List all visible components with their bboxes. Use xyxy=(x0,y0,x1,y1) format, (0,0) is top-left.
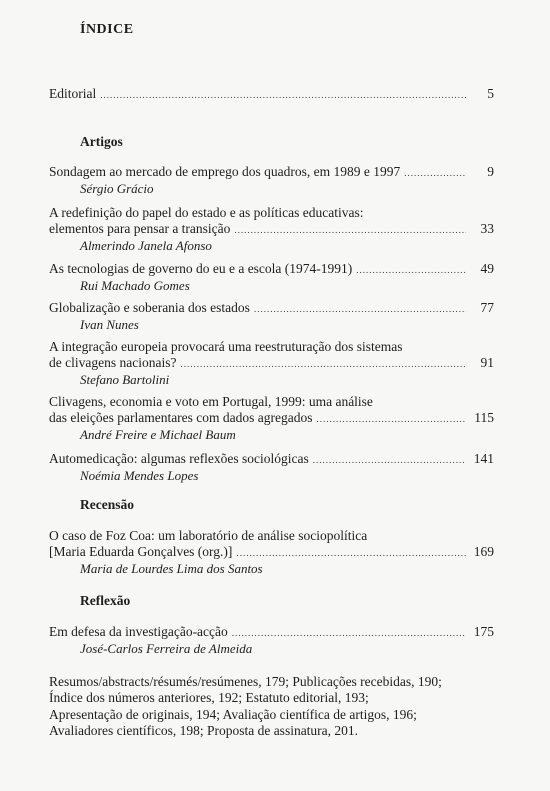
leader-dots xyxy=(254,301,466,317)
misc-index-block xyxy=(49,674,499,739)
entry-title: Clivagens, economia e voto em Portugal, 1999: uma análise xyxy=(49,394,373,409)
leader-dots xyxy=(313,452,466,468)
misc-line: Índice dos números anteriores, 192; Estatuto editorial, 193; xyxy=(49,690,369,706)
page-number: 77 xyxy=(480,300,494,315)
page-title: ÍNDICE xyxy=(80,22,134,37)
entry-title: Globalização e soberania dos estados xyxy=(49,300,250,315)
toc-entry xyxy=(49,205,494,254)
entry-title: Em defesa da investigação-acção xyxy=(49,624,228,639)
entry-title: A redefinição do papel do estado e as políticas educativas: xyxy=(49,205,364,220)
page-number: 9 xyxy=(487,164,494,179)
toc-entry xyxy=(49,339,494,388)
leader-dots xyxy=(100,87,466,103)
entry-author: Ivan Nunes xyxy=(80,317,139,332)
toc-entry-editorial xyxy=(49,86,494,103)
entry-title: Automedicação: algumas reflexões sociológicas xyxy=(49,451,309,466)
entry-title: As tecnologias de governo do eu e a escola (1974-1991) xyxy=(49,261,353,276)
entry-title: O caso de Foz Coa: um laboratório de análise sociopolítica xyxy=(49,528,368,543)
entry-title-continued: [Maria Eduarda Gonçalves (org.)] xyxy=(49,544,233,559)
entry-title-continued: das eleições parlamentares com dados agregados xyxy=(49,410,313,425)
toc-entry xyxy=(49,394,494,443)
misc-line: Apresentação de originais, 194; Avaliação científica de artigos, 196; xyxy=(49,706,417,722)
leader-dots xyxy=(356,262,466,278)
leader-dots xyxy=(234,222,466,238)
toc-entry-reflection xyxy=(49,624,494,657)
entry-title: Editorial xyxy=(49,86,97,101)
toc-entry xyxy=(49,261,494,294)
entry-title-continued: elementos para pensar a transição xyxy=(49,221,231,236)
leader-dots xyxy=(404,165,466,181)
page-number: 141 xyxy=(473,451,494,466)
misc-line: Avaliadores científicos, 198; Proposta de assinatura, 201. xyxy=(49,722,359,738)
page-number: 49 xyxy=(480,261,494,276)
entry-author: Sérgio Grácio xyxy=(80,181,154,196)
toc-entry xyxy=(49,300,494,333)
misc-line: Resumos/abstracts/résumés/resúmenes, 179; Publicações recebidas, 190; xyxy=(49,674,442,689)
leader-dots xyxy=(232,625,466,641)
page-number: 91 xyxy=(480,355,494,370)
entry-author: Rui Machado Gomes xyxy=(80,278,190,293)
toc-entry-review xyxy=(49,528,494,577)
leader-dots xyxy=(317,411,466,427)
entry-title-continued: de clivagens nacionais? xyxy=(49,355,177,370)
section-heading-reflexao: Reflexão xyxy=(80,593,131,608)
section-heading-recensao: Recensão xyxy=(80,497,134,512)
page-number: 169 xyxy=(473,544,494,559)
toc-entry xyxy=(49,164,494,197)
entry-author: Noémia Mendes Lopes xyxy=(80,468,199,483)
page-number: 115 xyxy=(474,410,494,425)
entry-author: Almerindo Janela Afonso xyxy=(80,238,212,253)
leader-dots xyxy=(236,545,466,561)
entry-author: Maria de Lourdes Lima dos Santos xyxy=(80,561,263,576)
entry-author: André Freire e Michael Baum xyxy=(80,427,236,442)
page-number: 5 xyxy=(487,86,494,101)
leader-dots xyxy=(180,356,466,372)
section-heading-artigos: Artigos xyxy=(80,134,123,149)
entry-title: A integração europeia provocará uma reestruturação dos sistemas xyxy=(49,339,403,354)
entry-author: José-Carlos Ferreira de Almeida xyxy=(80,641,253,656)
page-number: 33 xyxy=(480,221,494,236)
entry-author: Stefano Bartolini xyxy=(80,372,170,387)
entry-title: Sondagem ao mercado de emprego dos quadros, em 1989 e 1997 xyxy=(49,164,401,179)
toc-entry xyxy=(49,451,494,484)
page-number: 175 xyxy=(473,624,494,639)
